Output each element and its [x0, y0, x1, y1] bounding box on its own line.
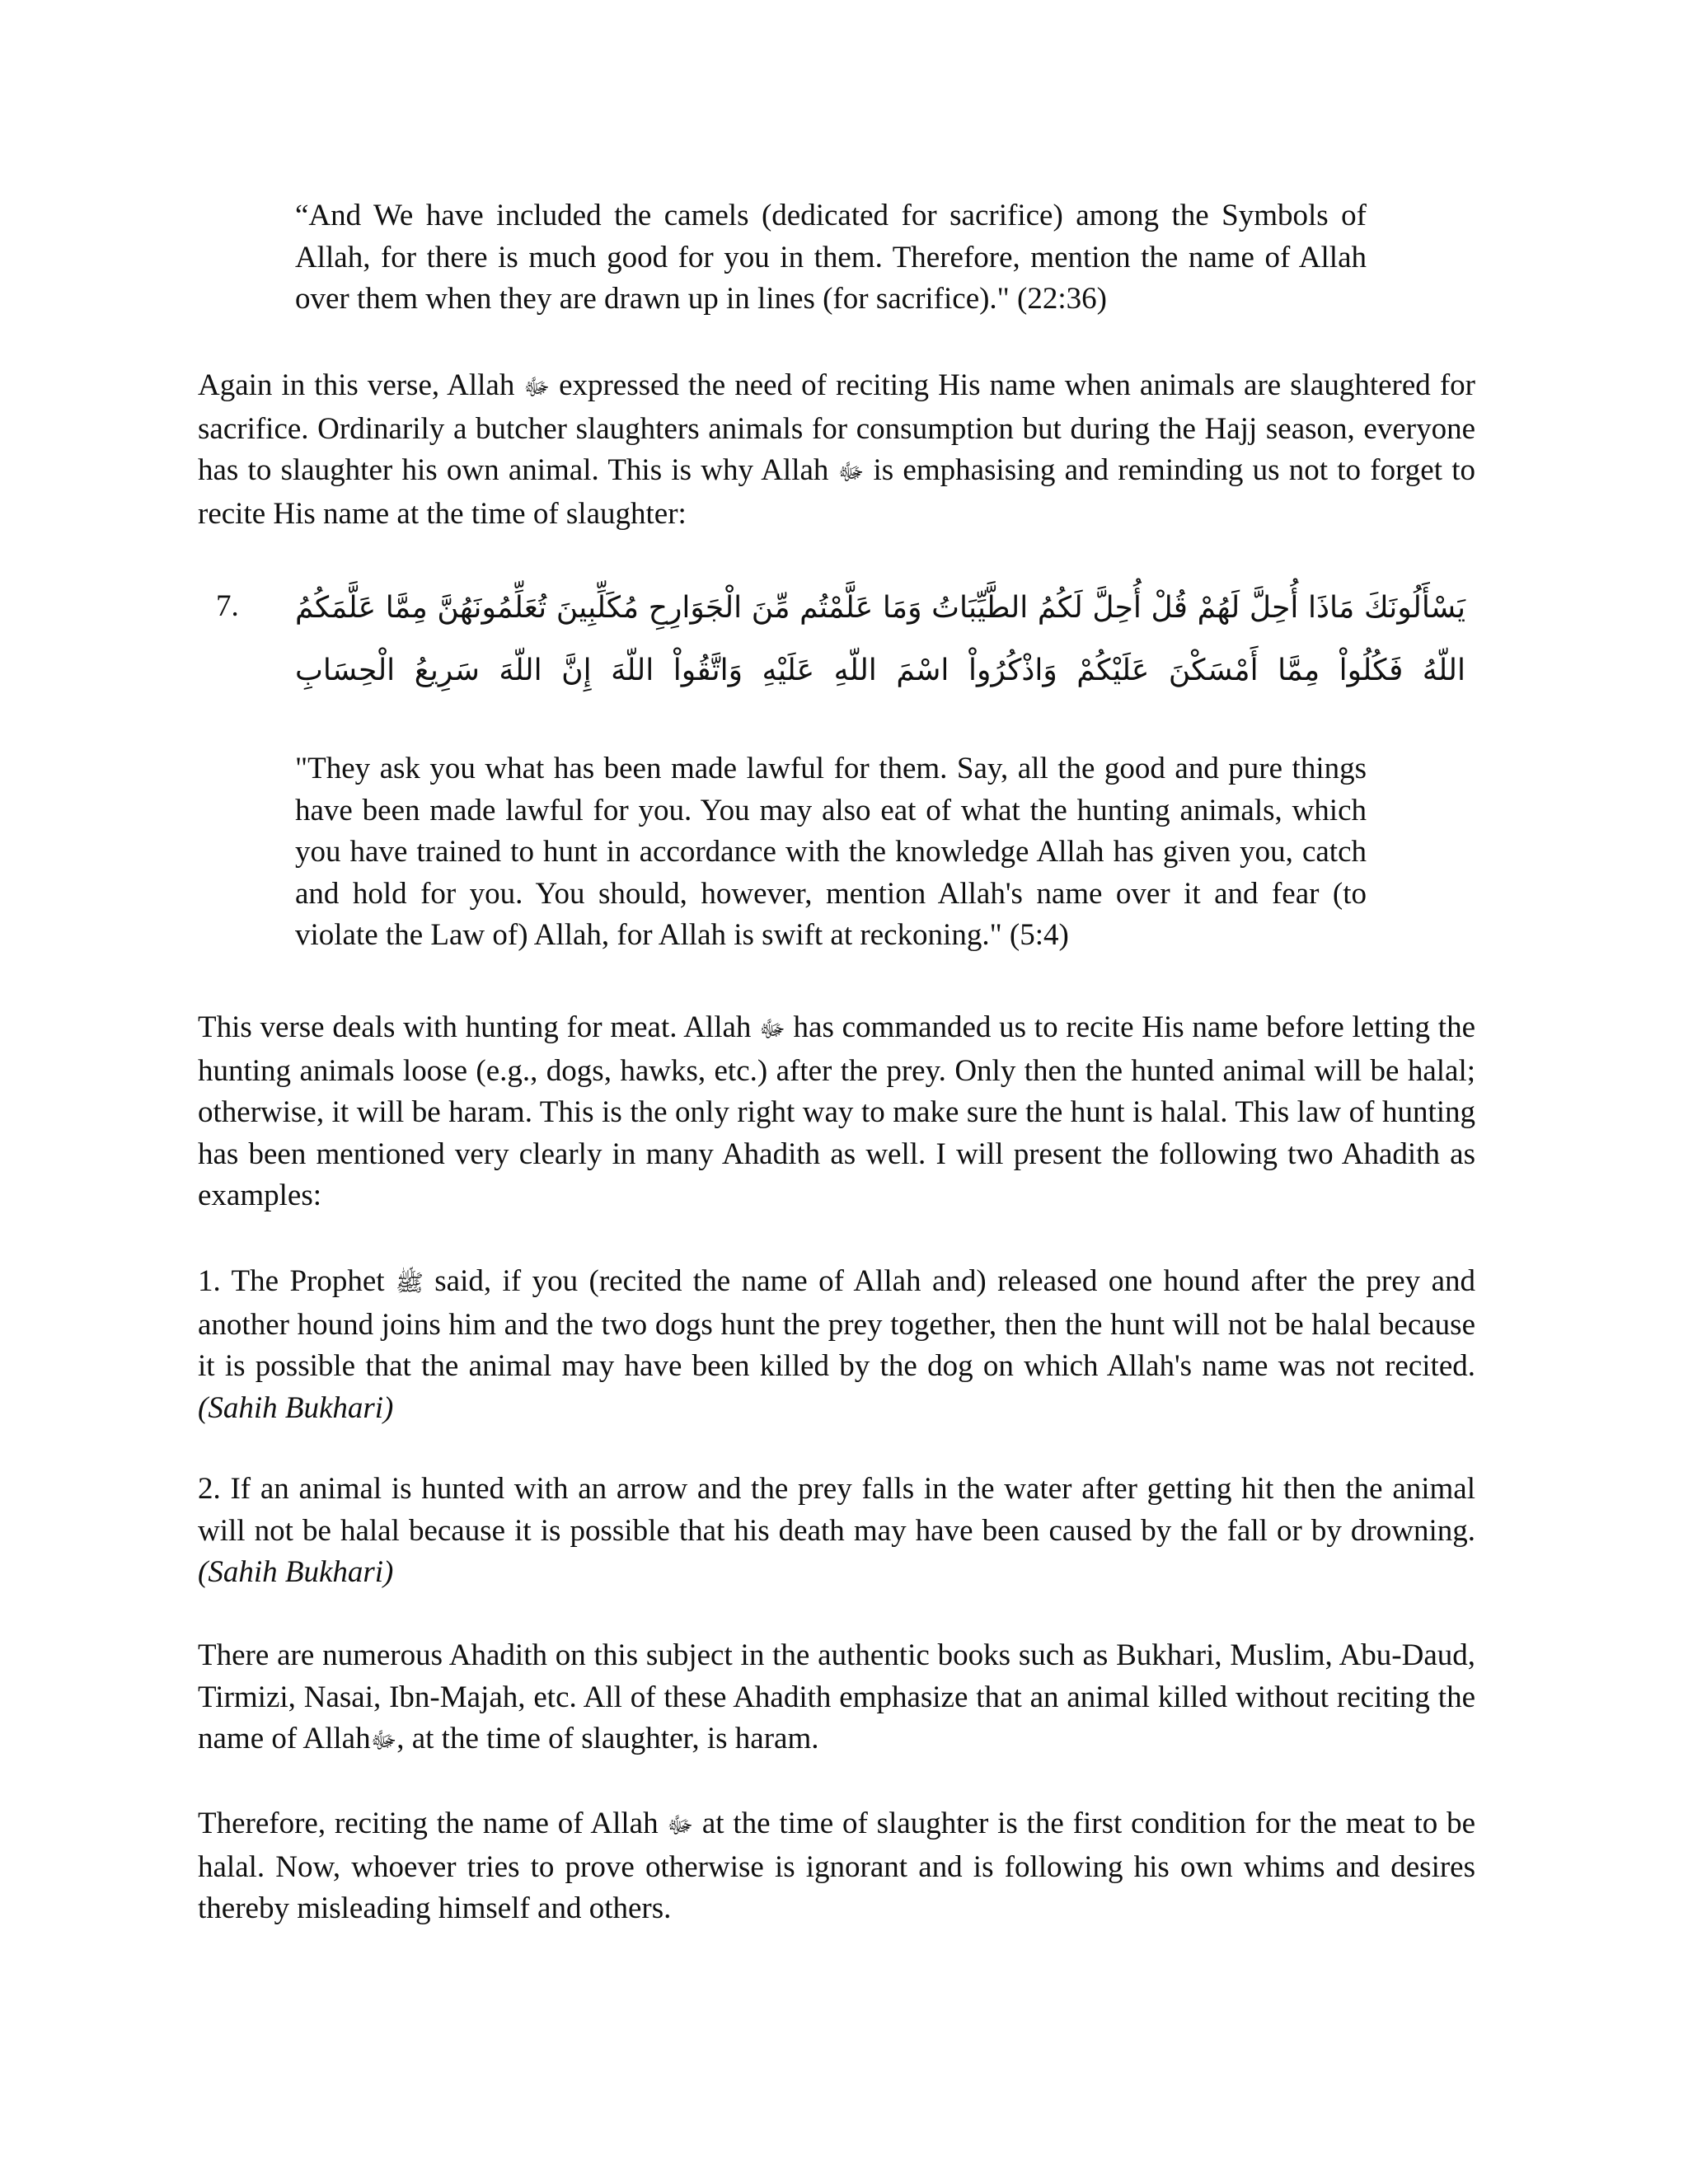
paragraph-text: has commanded us to recite His name before letting the hunting animals loose (e.g., dogs, hawks, etc.) after the prey. Only then the hunted animal will be halal; otherwise, it will be haram. This is the only right way to make sure the hunt is halal. This law of hunting has been mentioned very clearly in many Ahadith as well. I will present the following two Ahadith as examples: [198, 1010, 1476, 1212]
quote-22-36-text: “And We have included the camels (dedicated for sacrifice) among the Symbols of Allah, for there is much good for you in them. Therefore, mention the name of Allah over them when they are drawn up in lines (for sacrifice)." (22:36) [295, 199, 1367, 316]
allah-salutation-icon: ﷻ [370, 1727, 397, 1754]
hadith-source: (Sahih Bukhari) [198, 1390, 394, 1425]
paragraph-text: This verse deals with hunting for meat. Allah [198, 1010, 760, 1044]
allah-salutation-icon: ﷻ [837, 458, 865, 485]
verse-number: 7. [216, 589, 239, 623]
quote-5-4-text: "They ask you what has been made lawful for them. Say, all the good and pure things have been made lawful for you. You may also eat of what the hunting animals, which you have trained to hunt in accordance with the knowledge Allah has given you, catch and hold for you. You should, however, mention Allah's name over it and fear (to violate the Law of) Allah, for Allah is swift at reckoning." (5:4) [295, 752, 1367, 952]
allah-salutation-icon: ﷻ [523, 373, 551, 401]
paragraph-authentic-books [198, 1635, 1475, 1762]
hadith-text: said, if you (recited the name of Allah and) released one hound after the prey and another hound joins him and the two dogs hunt the prey together, then the hunt will not be halal because it is possible that the animal may have been killed by the dog on which Allah's name was not recited. [198, 1264, 1475, 1383]
hadith-text: 1. The Prophet [198, 1264, 396, 1298]
paragraph-text: is emphasising and reminding us not to forget to recite His name at the time of slaughter: [198, 453, 1475, 531]
quran-quote-5-4 [295, 748, 1367, 957]
paragraph-hunting [198, 1007, 1475, 1217]
paragraph-text: Therefore, reciting the name of Allah [198, 1807, 668, 1840]
paragraph-sacrifice-recitation [198, 365, 1475, 535]
hadith-text: 2. If an animal is hunted with an arrow and the prey falls in the water after getting hit then the animal will not be halal because it is possible that his death may have been caused by the fall or by drowning. [198, 1472, 1475, 1548]
hadith-item-2 [198, 1469, 1475, 1594]
paragraph-text: Again in this verse, Allah [198, 368, 524, 402]
prophet-salutation-icon: ﷺ [396, 1269, 424, 1296]
hadith-item-1 [198, 1261, 1475, 1429]
allah-salutation-icon: ﷻ [759, 1015, 785, 1043]
paragraph-conclusion [198, 1803, 1475, 1930]
arabic-verse-text: يَسْأَلُونَكَ مَاذَا أُحِلَّ لَهُمْ قُلْ أُحِلَّ لَكُمُ الطَّيِّبَاتُ وَمَا عَلَّمْتُم مِّنَ الْجَوَارِحِ مُكَلِّبِينَ تُعَلِّمُونَهُنَّ مِمَّا عَلَّمَكُمُ اللّهُ فَكُلُواْ مِمَّا أَمْسَكْنَ عَلَيْكُمْ وَاذْكُرُواْ اسْمَ اللّهِ عَلَيْهِ وَاتَّقُواْ اللّهَ إِنَّ اللّهَ سَرِيعُ الْحِسَابِ [295, 591, 1465, 687]
paragraph-text: There are numerous Ahadith on this subject in the authentic books such as Bukhari, Muslim, Abu-Daud, Tirmizi, Nasai, Ibn-Majah, etc. All of these Ahadith emphasize that an animal killed without reciting the name of Allah [198, 1638, 1475, 1755]
hadith-source: (Sahih Bukhari) [198, 1555, 394, 1589]
quran-quote-22-36 [295, 195, 1367, 321]
paragraph-text: expressed the need of reciting His name when animals are slaughtered for sacrifice. Ordinarily a butcher slaughters animals for consumption but during the Hajj season, everyone has to slaughter his own animal. This is why Allah [198, 368, 1475, 487]
paragraph-text: at the time of slaughter is the first condition for the meat to be halal. Now, whoever tries to prove otherwise is ignorant and is following his own whims and desires thereby misleading himself and others. [198, 1807, 1475, 1925]
allah-salutation-icon: ﷻ [667, 1811, 694, 1839]
paragraph-text: , at the time of slaughter, is haram. [396, 1722, 819, 1755]
